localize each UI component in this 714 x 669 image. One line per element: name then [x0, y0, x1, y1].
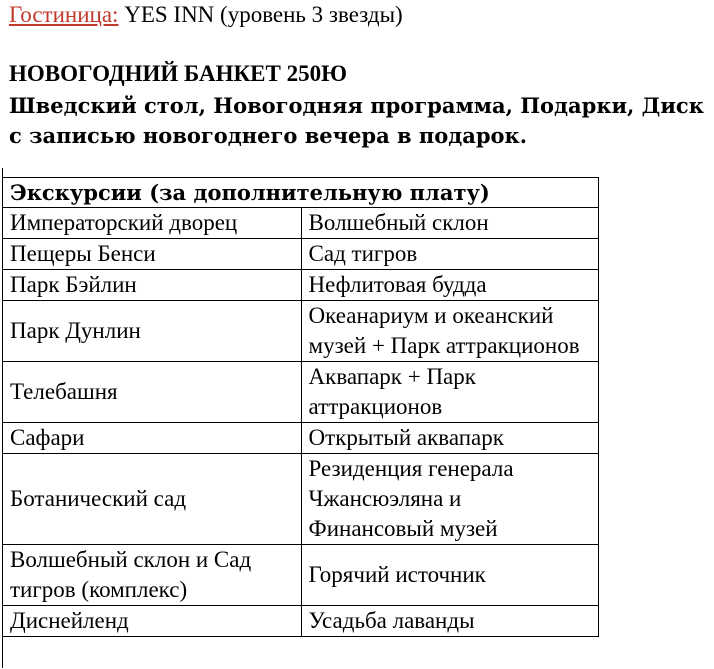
table-row — [3, 545, 599, 606]
excursion-right-cell: Резиденция генерала Чжансюэляна и Финансовый музей — [301, 454, 598, 545]
excursion-left-cell: Телебашня — [3, 362, 302, 423]
excursion-right-cell: Горячий источник — [301, 545, 598, 606]
table-header-row — [3, 178, 599, 208]
table-row — [3, 270, 599, 301]
excursion-left-cell: Императорский дворец — [3, 208, 302, 239]
excursion-right-cell: Открытый аквапарк — [301, 423, 598, 454]
excursion-left-cell: Сафари — [3, 423, 302, 454]
excursion-right-cell: Волшебный склон — [301, 208, 598, 239]
table-row — [3, 454, 599, 545]
hotel-value: YES INN (уровень 3 звезды) — [118, 2, 403, 27]
excursion-right-cell: Сад тигров — [301, 239, 598, 270]
excursion-left-cell: Парк Дунлин — [3, 301, 302, 362]
excursion-left-cell: Волшебный склон и Сад тигров (комплекс) — [3, 545, 302, 606]
table-row — [3, 239, 599, 270]
table-row — [3, 362, 599, 423]
excursion-right-cell: Океанариум и океанский музей + Парк аттракционов — [301, 301, 598, 362]
excursion-left-cell: Диснейленд — [3, 606, 302, 637]
banquet-title: НОВОГОДНИЙ БАНКЕТ 250Ю — [9, 61, 347, 86]
banquet-description: Шведский стол, Новогодняя программа, Подарки, Диск с записью новогоднего вечера в подарок. — [9, 93, 704, 148]
excursions-table — [2, 177, 599, 637]
excursion-left-cell: Ботанический сад — [3, 454, 302, 545]
excursion-right-cell: Аквапарк + Парк аттракционов — [301, 362, 598, 423]
table-row — [3, 208, 599, 239]
excursion-left-cell: Пещеры Бенси — [3, 239, 302, 270]
excursion-right-cell: Усадьба лаванды — [301, 606, 598, 637]
excursion-right-cell: Нефлитовая будда — [301, 270, 598, 301]
excursions-header: Экскурсии (за дополнительную плату) — [3, 178, 599, 208]
table-row — [3, 423, 599, 454]
table-row — [3, 301, 599, 362]
hotel-line — [9, 2, 403, 28]
table-row — [3, 606, 599, 637]
hotel-label: Гостиница: — [9, 2, 119, 27]
excursion-left-cell: Парк Бэйлин — [3, 270, 302, 301]
